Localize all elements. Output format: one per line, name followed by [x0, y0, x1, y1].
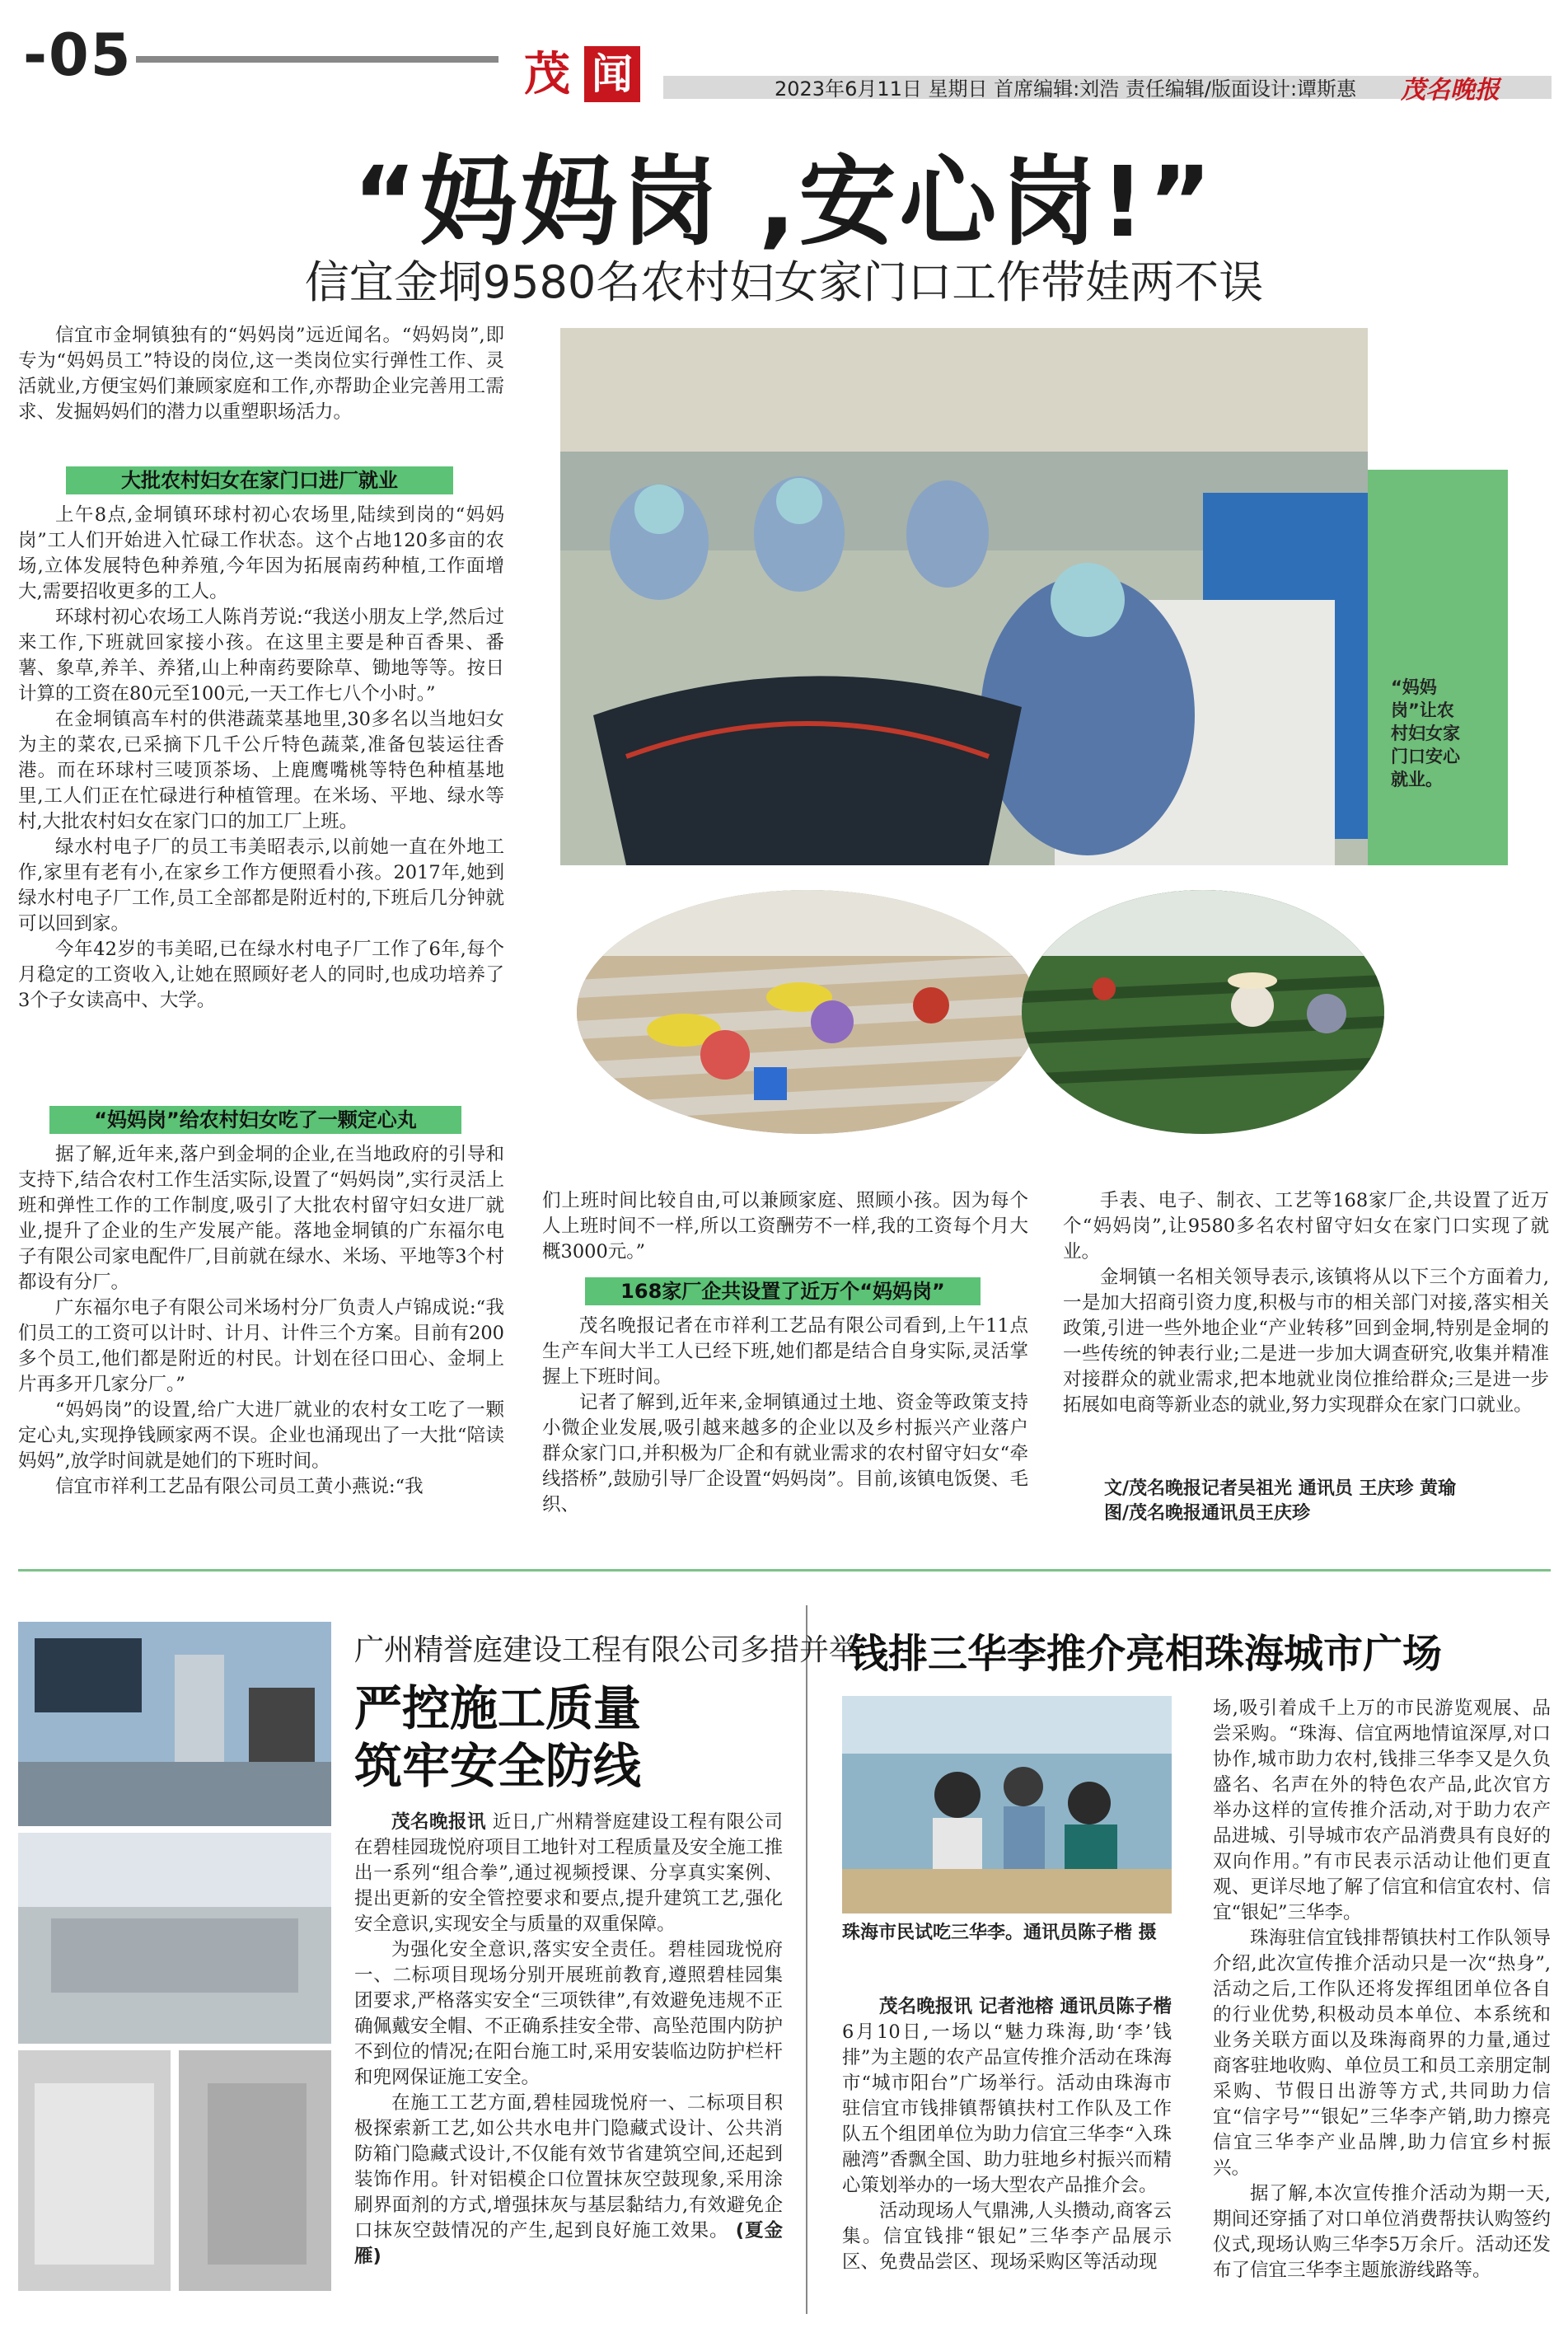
subhead-1: 大批农村妇女在家门口进厂就业: [66, 466, 453, 494]
paragraph: 珠海驻信宜钱排帮镇扶村工作队领导介绍,此次宣传推介活动只是一次“热身”,活动之后,工作队还将发挥组团单位各自的行业优势,积极动员本单位、本系统和业务关联方面以及珠海商界的力量,通过商客驻地收购、单位员工和员工亲朋定制采购、节假日出游等方式,共同助力信宜“信字号”“银妃”三华李产销,助力擦亮信宜三华李产业品牌,助力信宜乡村振兴。: [1213, 1928, 1551, 2179]
paragraph: 信宜市祥利工艺品有限公司员工黄小燕说:“我: [55, 1476, 424, 1497]
main-headline: “妈妈岗 ,安心岗!”: [353, 145, 1215, 259]
paragraph: 茂名晚报记者在市祥利工艺品有限公司看到,上午11点生产车间大半工人已经下班,她们都是结合自身实际,灵活掌握上下班时间。: [542, 1315, 1028, 1388]
paragraph: [842, 1994, 1172, 2199]
factory-illustration: [560, 328, 1368, 865]
field-photo-1: [577, 890, 1038, 1134]
paragraph: 绿水村电子厂的员工韦美昭表示,以前她一直在外地工作,家里有老有小,在家乡工作方便照看小孩。2017年,她到绿水村电子厂工作,员工全部都是附近村的,下班后几分钟就可以回到家。: [18, 836, 504, 934]
market-illustration: [842, 1696, 1172, 1913]
section-1-body: [18, 503, 504, 1014]
edition-info: 2023年6月11日 星期日 首席编辑:刘浩 责任编辑/版面设计:谭斯惠: [775, 77, 1357, 101]
field-illustration-2: [1022, 890, 1384, 1134]
paragraph: [354, 1810, 783, 1937]
paragraph: 活动现场人气鼎沸,人头攒动,商客云集。信宜钱排“银妃”三华李产品展示区、免费品尝区、现场采购区等活动现: [842, 2200, 1172, 2273]
story2-byline: 茂名晚报讯: [391, 1811, 487, 1833]
story2-kicker: 广州精誉庭建设工程有限公司多措并举: [354, 1633, 859, 1667]
story2-headline-2: 筑牢安全防线: [354, 1738, 642, 1794]
column-divider: [806, 1605, 807, 2314]
story2-p1: 近日,广州精誉庭建设工程有限公司在碧桂园珑悦府项目工地针对工程质量及安全施工推出一系列“组合拳”,通过视频授课、分享真实案例、提出更新的安全管控要求和要点,提升建筑工艺,强化安全意识,实现安全与质量的双重保障。: [354, 1811, 783, 1935]
paragraph: 为强化安全意识,落实安全责任。碧桂园珑悦府一、二标项目现场分别开展班前教育,遵照碧桂园集团要求,严格落实安全“三项铁律”,有效避免违规不正确佩戴安全帽、不正确系挂安全带、高坠范围内防护不到位的情况;在阳台施工时,采用安装临边防护栏杆和兜网保证施工安全。: [354, 1939, 783, 2088]
photo-caption-main: “妈妈岗”让农村妇女家门口安心就业。: [1391, 677, 1460, 789]
subhead-3: 168家厂企共设置了近万个“妈妈岗”: [585, 1277, 981, 1305]
paragraph: 环球村初心农场工人陈肖芳说:“我送小朋友上学,然后过来工作,下班就回家接小孩。在这里主要是种百香果、番薯、象草,养羊、养猪,山上种南药要除草、锄地等等。按日计算的工资在80元至100元,一天工作七八个小时。”: [18, 607, 504, 705]
paragraph: 记者了解到,近年来,金垌镇通过土地、资金等政策支持小微企业发展,吸引越来越多的企业以及乡村振兴产业落户群众家门口,并积极为厂企和有就业需求的农村留守妇女“牵线搭桥”,鼓励引导厂企设置“妈妈岗”。目前,该镇电饭煲、毛织、: [542, 1392, 1028, 1515]
story3-headline: 钱排三华李推介亮相珠海城市广场: [849, 1631, 1443, 1677]
paper-logo: 茂名晚报: [1401, 76, 1500, 105]
intro-paragraph: [18, 323, 504, 425]
story2-body: [354, 1810, 783, 2269]
section-2-body: [18, 1142, 504, 1500]
story3-photo-caption: 珠海市民试吃三华李。通讯员陈子楷 摄: [842, 1923, 1157, 1943]
section-badge: [524, 31, 644, 107]
credit-photo: 图/茂名晚报通讯员王庆珍: [1104, 1503, 1311, 1524]
section-divider: [18, 1569, 1551, 1572]
intro-text: 信宜市金垌镇独有的“妈妈岗”远近闻名。“妈妈岗”,即专为“妈妈员工”特设的岗位,这一类岗位实行弹性工作、灵活就业,方便宝妈们兼顾家庭和工作,亦帮助企业完善用工需求、发掘妈妈们的潜力以重塑职场活力。: [18, 325, 504, 423]
column-3-body: [1063, 1188, 1549, 1418]
paragraph: 在金垌镇高车村的供港蔬菜基地里,30多名以当地妇女为主的菜农,已采摘下几千公斤特色蔬菜,准备包装运往香港。而在环球村三唛顶茶场、上鹿鹰嘴桃等特色种植基地里,工人们正在忙碌进行种植管理。在米场、平地、绿水等村,大批农村妇女在家门口的加工厂上班。: [18, 709, 504, 832]
paragraph: 上午8点,金垌镇环球村初心农场里,陆续到岗的“妈妈岗”工人们开始进入忙碌工作状态。这个占地120多亩的农场,立体发展特色种养殖,今年因为拓展南药种植,工作面增大,需要招收更多的工人。: [18, 504, 504, 602]
story3-p1: 6月10日,一场以“魅力珠海,助‘李’钱排”为主题的农产品宣传推介活动在珠海市“城市阳台”广场举行。活动由珠海市驻信宜市钱排镇帮镇扶村工作队及工作队五个组团单位为助力信宜三华李“入珠融湾”香飘全国、助力驻地乡村振兴而精心策划举办的一场大型农产品推介会。: [842, 2021, 1172, 2196]
column-2-top: [542, 1188, 1028, 1265]
main-subheadline: 信宜金垌9580名农村妇女家门口工作带娃两不误: [304, 256, 1264, 308]
credit-text: 文/茂名晚报记者吴祖光 通讯员 王庆珍 黄瑜: [1104, 1478, 1457, 1499]
construction-photos: [18, 1622, 331, 2291]
factory-photo: [560, 328, 1368, 865]
paragraph: 据了解,近年来,落户到金垌的企业,在当地政府的引导和支持下,结合农村工作生活实际,设置了“妈妈岗”,实行灵活上班和弹性工作的工作制度,吸引了大批农村留守妇女进厂就业,提升了企业的生产发展产能。落地金垌镇的广东福尔电子有限公司家电配件厂,目前就在绿水、米场、平地等3个村都设有分厂。: [18, 1144, 504, 1293]
story3-body-left: [842, 1994, 1172, 2275]
section-3-body: [542, 1314, 1028, 1518]
paragraph: 金垌镇一名相关领导表示,该镇将从以下三个方面着力,一是加大招商引资力度,积极与市的相关部门对接,落实相关政策,引进一些外地企业“产业转移”回到金垌,特别是金垌的一些传统的钟表行业;二是进一步加大调查研究,收集并精准对接群众的就业需求,把本地就业岗位推给群众;三是进一步拓展如电商等新业态的就业,努力实现群众在家门口就业。: [1063, 1267, 1549, 1416]
story2-author: (夏金雁): [354, 2220, 783, 2267]
section-char-2: 闻: [584, 46, 640, 102]
paragraph: 据了解,本次宣传推介活动为期一天,期间还穿插了对口单位消费帮扶认购签约仪式,现场认购三华李5万余斤。活动还发布了信宜三华李主题旅游线路等。: [1213, 2183, 1551, 2281]
paragraph: 今年42岁的韦美昭,已在绿水村电子厂工作了6年,每个月稳定的工资收入,让她在照顾好老人的同时,也成功培养了3个子女读高中、大学。: [18, 939, 504, 1011]
story2-headline-1: 严控施工质量: [354, 1680, 642, 1736]
story3-body-right: [1213, 1696, 1551, 2284]
paragraph: 广东福尔电子有限公司米场村分厂负责人卢锦成说:“我们员工的工资可以计时、计月、计件三个方案。目前有200多个员工,他们都是附近的村民。计划在径口田心、金垌上片再多开几家分厂。”: [18, 1297, 504, 1395]
story3-byline: 茂名晚报讯 记者池榕 通讯员陈子楷: [879, 1996, 1172, 2017]
field-illustration-1: [577, 890, 1038, 1134]
page-number: -05: [23, 21, 133, 89]
story2-p3: 在施工工艺方面,碧桂园珑悦府一、二标项目积极探索新工艺,如公共水电井门隐藏式设计、公共消防箱门隐藏式设计,不仅能有效节省建筑空间,还起到装饰作用。针对铝模企口位置抹灰空鼓现象,采用涂刷界面剂的方式,增强抹灰与基层黏结力,有效避免企口抹灰空鼓情况的产生,起到良好施工效果。: [354, 2092, 783, 2241]
paragraph: 手表、电子、制衣、工艺等168家厂企,共设置了近万个“妈妈岗”,让9580多名农村留守妇女在家门口实现了就业。: [1063, 1190, 1549, 1262]
paragraph: 们上班时间比较自由,可以兼顾家庭、照顾小孩。因为每个人上班时间不一样,所以工资酬劳不一样,我的工资每个月大概3000元。”: [542, 1190, 1028, 1262]
paragraph: [354, 2091, 783, 2269]
market-photo: [842, 1696, 1172, 1913]
paragraph: “妈妈岗”的设置,给广大进厂就业的农村女工吃了一颗定心丸,实现挣钱顾家两不误。企业也涌现出了一大批“陪读妈妈”,放学时间就是她们的下班时间。: [18, 1399, 504, 1472]
field-photo-2: [1022, 890, 1384, 1134]
header-rule: [136, 56, 498, 63]
subhead-2: “妈妈岗”给农村妇女吃了一颗定心丸: [49, 1106, 461, 1134]
section-char-1: 茂: [524, 48, 570, 101]
paragraph: 场,吸引着成千上万的市民游览观展、品尝采购。“珠海、信宜两地情谊深厚,对口协作,城市助力农村,钱排三华李又是久负盛名、名声在外的特色农产品,此次官方举办这样的宣传推介活动,对于助力农产品进城、引导城市农产品消费具有良好的双向作用。”有市民表示活动让他们更直观、更详尽地了解了信宜和信宜农村、信宜“银妃”三华李。: [1213, 1698, 1551, 1923]
construction-illustration: [18, 1622, 331, 2291]
